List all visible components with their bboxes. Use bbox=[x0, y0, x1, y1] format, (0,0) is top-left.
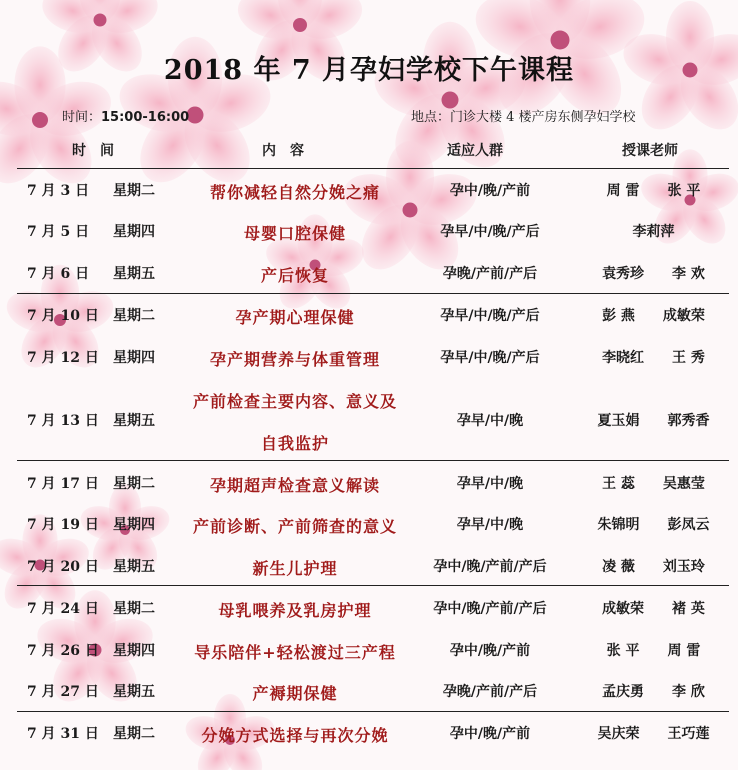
place-value: 门诊大楼 4 楼产房东侧孕妇学校 bbox=[450, 110, 636, 125]
row-audience: 孕早/中/晚/产后 bbox=[440, 350, 540, 366]
time-value: 15:00-16:00 bbox=[101, 110, 190, 125]
row-teachers: 孟庆勇 李 欣 bbox=[602, 684, 705, 700]
row-weekday: 星期二 bbox=[113, 726, 155, 742]
row-weekday: 星期二 bbox=[113, 308, 155, 324]
row-audience: 孕晚/产前/产后 bbox=[442, 266, 538, 282]
row-audience: 孕早/中/晚 bbox=[456, 413, 524, 429]
row-topic: 帮你减轻自然分娩之痛 bbox=[209, 183, 380, 202]
row-audience: 孕中/晚/产前 bbox=[449, 643, 531, 659]
row-weekday: 星期五 bbox=[113, 266, 155, 282]
row-teachers: 李晓红 王 秀 bbox=[602, 350, 705, 366]
row-date: 7 月 3 日 bbox=[27, 183, 90, 199]
row-weekday: 星期五 bbox=[113, 413, 155, 429]
row-weekday: 星期五 bbox=[113, 684, 155, 700]
week-divider bbox=[17, 585, 729, 586]
row-teachers: 周 雷 张 平 bbox=[606, 183, 701, 199]
row-date: 7 月 12 日 bbox=[27, 350, 99, 366]
row-weekday: 星期二 bbox=[113, 476, 155, 492]
header-time: 时 间 bbox=[72, 143, 114, 159]
row-topic: 产前诊断、产前筛查的意义 bbox=[192, 517, 397, 536]
row-audience: 孕早/中/晚/产后 bbox=[440, 224, 540, 240]
row-date: 7 月 17 日 bbox=[27, 476, 99, 492]
row-topic: 孕产期心理保健 bbox=[235, 308, 355, 327]
row-topic-continued: 自我监护 bbox=[260, 434, 329, 453]
row-topic: 产前检查主要内容、意义及 bbox=[192, 392, 397, 411]
row-topic: 分娩方式选择与再次分娩 bbox=[201, 726, 389, 745]
row-teachers: 夏玉娟 郭秀香 bbox=[597, 413, 710, 429]
row-weekday: 星期四 bbox=[113, 643, 155, 659]
row-audience: 孕中/晚/产前 bbox=[449, 183, 531, 199]
row-teachers: 李莉萍 bbox=[632, 224, 675, 240]
time-label: 时间： bbox=[62, 110, 102, 125]
row-date: 7 月 13 日 bbox=[27, 413, 99, 429]
row-topic: 母婴口腔保健 bbox=[243, 224, 346, 243]
place-label: 地点： bbox=[411, 110, 451, 125]
row-teachers: 彭 燕 成敏荣 bbox=[602, 308, 705, 324]
row-topic: 孕产期营养与体重管理 bbox=[209, 350, 380, 369]
week-divider bbox=[17, 293, 729, 294]
row-date: 7 月 10 日 bbox=[27, 308, 99, 324]
row-date: 7 月 31 日 bbox=[27, 726, 99, 742]
header-content: 内 容 bbox=[262, 143, 304, 159]
row-weekday: 星期五 bbox=[113, 559, 155, 575]
row-teachers: 成敏荣 褚 英 bbox=[602, 601, 705, 617]
page-title: 2018 年 7 月孕妇学校下午课程 bbox=[163, 55, 575, 86]
row-weekday: 星期四 bbox=[113, 517, 155, 533]
row-audience: 孕晚/产前/产后 bbox=[442, 684, 538, 700]
row-date: 7 月 19 日 bbox=[27, 517, 99, 533]
week-divider bbox=[17, 460, 729, 461]
row-audience: 孕早/中/晚 bbox=[456, 476, 524, 492]
row-teachers: 王 蕊 吴惠莹 bbox=[602, 476, 705, 492]
row-weekday: 星期二 bbox=[113, 601, 155, 617]
class-time bbox=[62, 106, 189, 125]
row-topic: 产褥期保健 bbox=[252, 684, 338, 703]
row-date: 7 月 24 日 bbox=[27, 601, 99, 617]
row-weekday: 星期四 bbox=[113, 224, 155, 240]
row-teachers: 张 平 周 雷 bbox=[606, 643, 701, 659]
row-teachers: 凌 薇 刘玉玲 bbox=[602, 559, 705, 575]
row-date: 7 月 20 日 bbox=[27, 559, 99, 575]
row-topic: 孕期超声检查意义解读 bbox=[209, 476, 380, 495]
row-topic: 导乐陪伴+轻松渡过三产程 bbox=[194, 643, 396, 662]
header-audience: 适应人群 bbox=[447, 143, 503, 159]
row-date: 7 月 5 日 bbox=[27, 224, 90, 240]
week-divider bbox=[17, 711, 729, 712]
row-weekday: 星期四 bbox=[113, 350, 155, 366]
row-audience: 孕中/晚/产前/产后 bbox=[433, 559, 547, 575]
row-date: 7 月 6 日 bbox=[27, 266, 90, 282]
row-weekday: 星期二 bbox=[113, 183, 155, 199]
header-teacher: 授课老师 bbox=[622, 143, 678, 159]
row-audience: 孕早/中/晚/产后 bbox=[440, 308, 540, 324]
row-teachers: 吴庆荣 王巧莲 bbox=[597, 726, 710, 742]
class-location bbox=[411, 106, 636, 125]
row-audience: 孕中/晚/产前 bbox=[449, 726, 531, 742]
row-topic: 新生儿护理 bbox=[252, 559, 338, 578]
row-teachers: 袁秀珍 李 欢 bbox=[602, 266, 705, 282]
row-topic: 产后恢复 bbox=[260, 266, 329, 285]
row-date: 7 月 26 日 bbox=[27, 643, 99, 659]
row-topic: 母乳喂养及乳房护理 bbox=[218, 601, 372, 620]
row-date: 7 月 27 日 bbox=[27, 684, 99, 700]
row-audience: 孕早/中/晚 bbox=[456, 517, 524, 533]
row-teachers: 朱锦明 彭凤云 bbox=[597, 517, 710, 533]
header-divider bbox=[17, 168, 729, 169]
row-audience: 孕中/晚/产前/产后 bbox=[433, 601, 547, 617]
